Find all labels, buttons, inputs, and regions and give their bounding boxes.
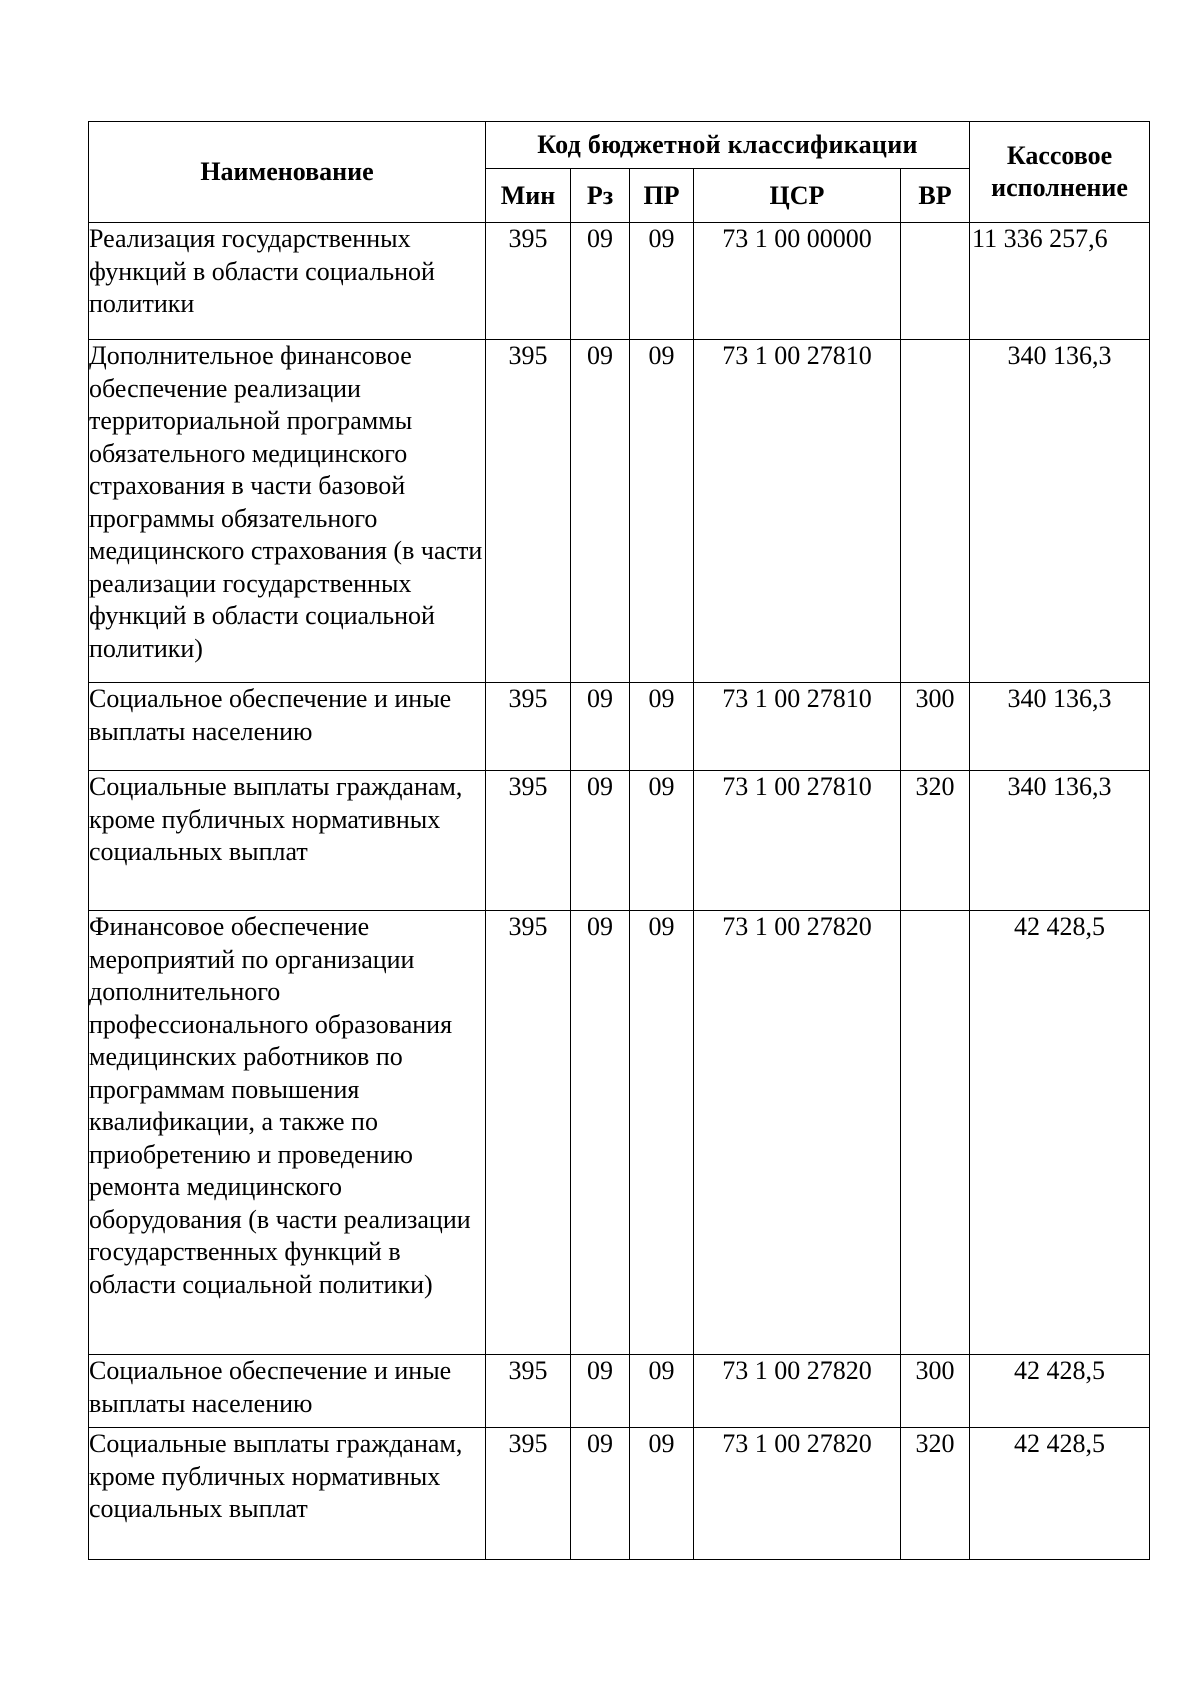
row-rz: 09 (571, 223, 630, 340)
row-name: Социальные выплаты гражданам, кроме публичных нормативных социальных выплат (89, 771, 486, 911)
row-amount: 42 428,5 (970, 1355, 1150, 1428)
header-code-group: Код бюджетной классификации (486, 122, 970, 169)
row-amount: 340 136,3 (970, 771, 1150, 911)
row-csr: 73 1 00 27820 (694, 911, 901, 1355)
row-pr: 09 (630, 771, 694, 911)
row-rz: 09 (571, 771, 630, 911)
row-name: Реализация государственных функций в области социальной политики (89, 223, 486, 340)
row-name: Дополнительное финансовое обеспечение реализации территориальной программы обязательного медицинского страхования в части базовой программы обязательного медицинского страхования (в части реализации государственных функций в области социальной политики) (89, 340, 486, 683)
budget-execution-table (88, 121, 1150, 1560)
row-pr: 09 (630, 683, 694, 771)
row-vr: 300 (901, 683, 970, 771)
row-pr: 09 (630, 1428, 694, 1560)
row-rz: 09 (571, 340, 630, 683)
row-csr: 73 1 00 00000 (694, 223, 901, 340)
header-pr: ПР (630, 169, 694, 223)
row-rz: 09 (571, 1355, 630, 1428)
row-min: 395 (486, 771, 571, 911)
header-min: Мин (486, 169, 571, 223)
row-csr: 73 1 00 27810 (694, 340, 901, 683)
table-row (89, 1355, 1150, 1428)
row-min: 395 (486, 911, 571, 1355)
row-min: 395 (486, 340, 571, 683)
row-vr: 300 (901, 1355, 970, 1428)
row-csr: 73 1 00 27810 (694, 771, 901, 911)
row-amount: 340 136,3 (970, 683, 1150, 771)
row-name: Социальное обеспечение и иные выплаты населению (89, 683, 486, 771)
row-pr: 09 (630, 911, 694, 1355)
header-vr: ВР (901, 169, 970, 223)
row-vr: 320 (901, 1428, 970, 1560)
row-min: 395 (486, 1355, 571, 1428)
row-name: Социальные выплаты гражданам, кроме публичных нормативных социальных выплат (89, 1428, 486, 1560)
row-pr: 09 (630, 223, 694, 340)
row-vr: 320 (901, 771, 970, 911)
row-csr: 73 1 00 27820 (694, 1355, 901, 1428)
table-row (89, 911, 1150, 1355)
table-row (89, 771, 1150, 911)
row-name: Финансовое обеспечение мероприятий по организации дополнительного профессионального образования медицинских работников по программам повышения квалификации, а также по приобретению и проведению ремонта медицинского оборудования (в части реализации государственных функций в области социальной политики) (89, 911, 486, 1355)
header-name: Наименование (89, 122, 486, 223)
row-pr: 09 (630, 1355, 694, 1428)
row-amount: 11 336 257,6 (970, 223, 1150, 340)
row-rz: 09 (571, 1428, 630, 1560)
row-csr: 73 1 00 27810 (694, 683, 901, 771)
row-amount: 340 136,3 (970, 340, 1150, 683)
header-csr: ЦСР (694, 169, 901, 223)
table-row (89, 223, 1150, 340)
row-csr: 73 1 00 27820 (694, 1428, 901, 1560)
row-rz: 09 (571, 683, 630, 771)
table-row (89, 340, 1150, 683)
row-min: 395 (486, 683, 571, 771)
header-cash-execution: Кассовое исполнение (970, 122, 1150, 223)
row-min: 395 (486, 223, 571, 340)
header-rz: Рз (571, 169, 630, 223)
row-vr (901, 340, 970, 683)
row-pr: 09 (630, 340, 694, 683)
row-min: 395 (486, 1428, 571, 1560)
row-name: Социальное обеспечение и иные выплаты населению (89, 1355, 486, 1428)
table-row (89, 683, 1150, 771)
table-row (89, 1428, 1150, 1560)
row-amount: 42 428,5 (970, 1428, 1150, 1560)
row-rz: 09 (571, 911, 630, 1355)
row-vr (901, 911, 970, 1355)
row-amount: 42 428,5 (970, 911, 1150, 1355)
row-vr (901, 223, 970, 340)
